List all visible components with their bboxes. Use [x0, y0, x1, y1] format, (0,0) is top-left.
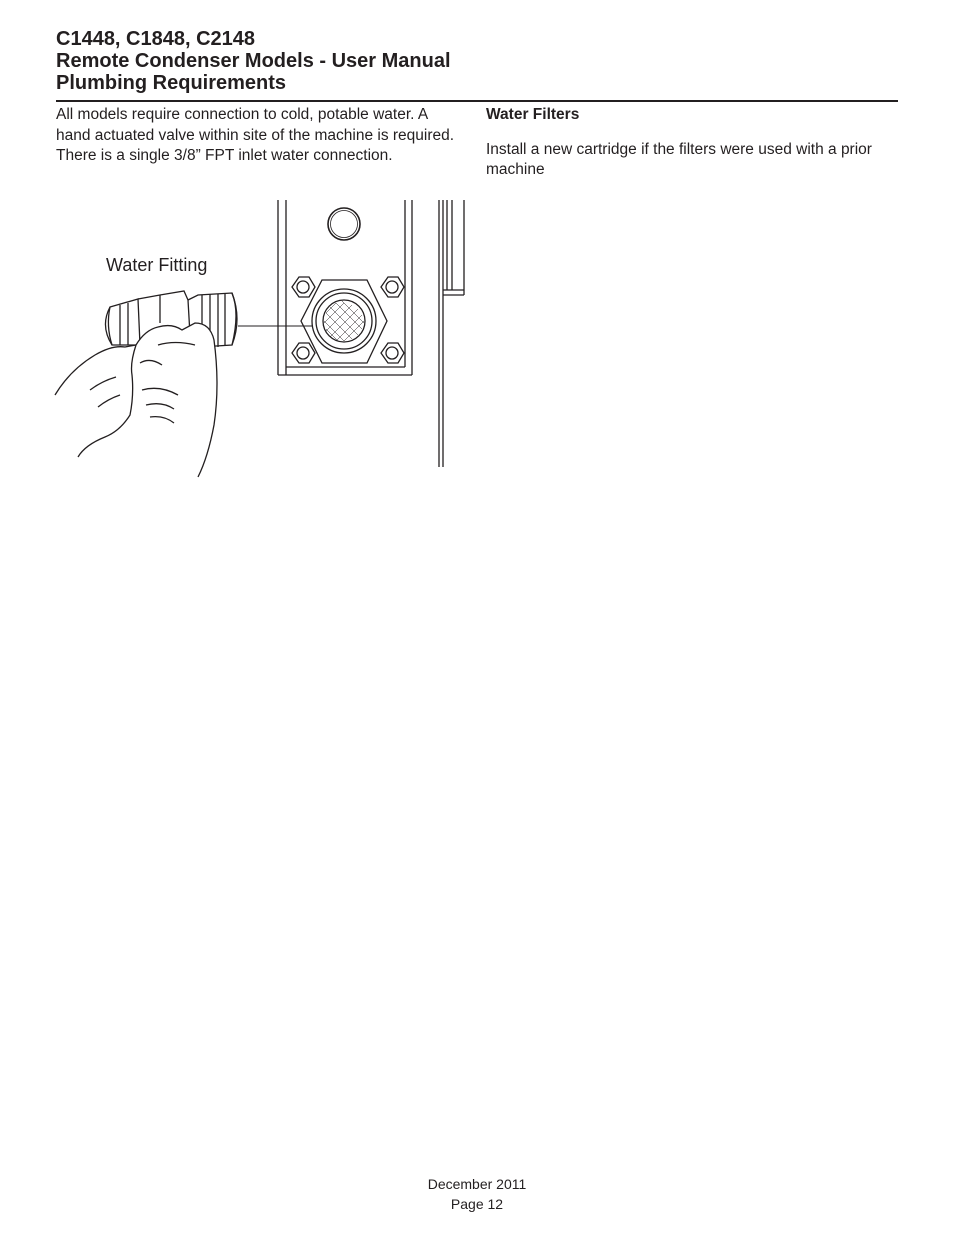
- hand-drawing: [55, 323, 217, 477]
- footer-date: December 2011: [427, 1176, 527, 1192]
- right-column: [486, 105, 898, 181]
- panel-hole: [328, 208, 360, 240]
- water-filters-heading: Water Filters: [486, 106, 580, 123]
- model-numbers: C1448, C1848, C2148: [56, 28, 256, 50]
- inlet-screen-mesh: [324, 301, 364, 341]
- header-rule: [56, 100, 898, 102]
- machine-panel: [278, 200, 464, 467]
- figure-label: Water Fitting: [106, 255, 208, 275]
- plumbing-paragraph: All models require connection to cold, potable water. A hand actuated valve within site of the machine is required. There is a single 3/8” FPT inlet water connection.: [56, 106, 455, 164]
- manual-title: Remote Condenser Models - User Manual: [56, 50, 451, 72]
- water-fitting-illustration: [50, 195, 480, 480]
- page-footer: [0, 1174, 954, 1214]
- page-number: Page 12: [450, 1196, 504, 1212]
- water-filters-paragraph: Install a new cartridge if the filters were used with a prior machine: [486, 140, 872, 178]
- page-header: [56, 28, 898, 94]
- left-column: [56, 105, 461, 167]
- section-title: Plumbing Requirements: [56, 72, 287, 94]
